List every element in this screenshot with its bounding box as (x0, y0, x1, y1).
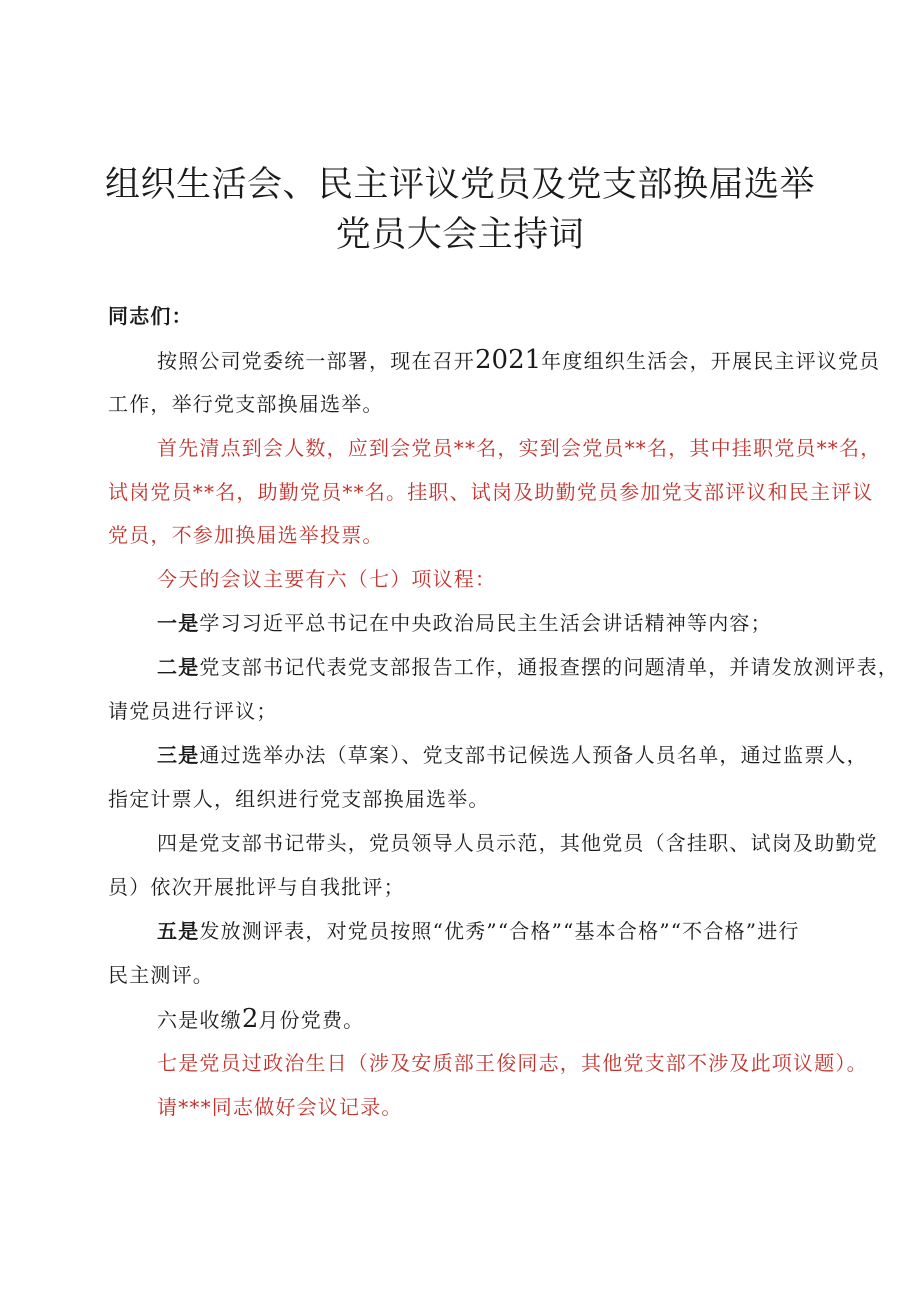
attendance-line-1: 首先清点到会人数，应到会党员**名，实到会党员**名，其中挂职党员**名， (157, 436, 882, 460)
agenda-item-one-label: 一是 (157, 611, 200, 635)
agenda-item-five-line-2: 民主测评。 (108, 963, 214, 987)
agenda-item-six-number: 2 (241, 1004, 259, 1034)
document-title-line-2: 党员大会主持词 (335, 215, 585, 255)
agenda-item-two-text: 党支部书记代表党支部报告工作，通报查摆的问题清单，并请发放测评表， (199, 655, 900, 679)
agenda-item-three-text: 通过选举办法（草案）、党支部书记候选人预备人员名单，通过监票人， (199, 743, 868, 767)
intro-paragraph-line-1 (157, 346, 880, 375)
recorder-note: 请***同志做好会议记录。 (157, 1095, 403, 1119)
agenda-item-four: 四是党支部书记带头，党员领导人员示范，其他党员（含挂职、试岗及助勤党 (157, 831, 878, 855)
agenda-item-six-text-a: 六是收缴 (157, 1008, 242, 1032)
intro-text-b: 年度组织生活会，开展民主评议党员 (541, 349, 881, 373)
agenda-item-three-label: 三是 (157, 743, 200, 767)
document-title-line-1: 组织生活会、民主评议党员及党支部换届选举 (104, 165, 815, 205)
agenda-item-two-line-2: 请党员进行评议； (108, 699, 278, 723)
intro-text-a: 按照公司党委统一部署，现在召开 (157, 349, 475, 373)
agenda-item-one (157, 609, 772, 637)
agenda-item-five (157, 917, 800, 945)
agenda-item-five-text: 发放测评表，对党员按照“优秀”“合格”“基本合格”“不合格”进行 (199, 919, 800, 943)
agenda-item-six-text-b: 月份党费。 (258, 1008, 365, 1032)
agenda-item-three (157, 741, 868, 769)
attendance-line-2: 试岗党员**名，助勤党员**名。挂职、试岗及助勤党员参加党支部评议和民主评议 (108, 480, 874, 504)
intro-year: 2021 (475, 345, 542, 375)
agenda-item-six (157, 1005, 364, 1034)
agenda-item-five-label: 五是 (157, 919, 200, 943)
agenda-item-four-line-2: 员）依次开展批评与自我批评； (108, 875, 405, 899)
agenda-item-seven: 七是党员过政治生日（涉及安质部王俊同志，其他党支部不涉及此项议题）。 (157, 1051, 868, 1075)
agenda-item-two (157, 653, 899, 681)
salutation: 同志们： (108, 304, 193, 328)
agenda-item-two-label: 二是 (157, 655, 200, 679)
agenda-item-one-text: 学习习近平总书记在中央政治局民主生活会讲话精神等内容； (199, 611, 772, 635)
agenda-intro: 今天的会议主要有六（七）项议程： (157, 567, 497, 591)
intro-paragraph-line-2: 工作，举行党支部换届选举。 (108, 392, 384, 416)
agenda-item-three-line-2: 指定计票人，组织进行党支部换届选举。 (108, 787, 490, 811)
attendance-line-3: 党员，不参加换届选举投票。 (108, 523, 384, 547)
